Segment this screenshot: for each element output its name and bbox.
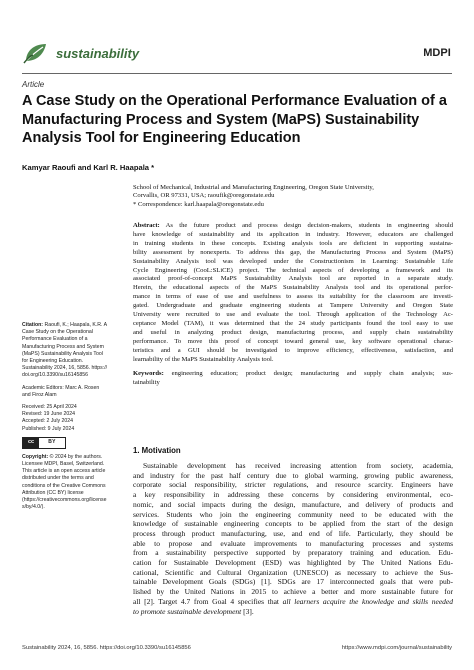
abstract-line: University were recruited to use and evaluate the tool. Through application of the Technology Ac- xyxy=(133,311,453,319)
body-line: process through product manufacturing, use, and end of life. Particularly, they should be xyxy=(133,528,453,538)
body-line: services. Students who join the engineering community need to be educated with the xyxy=(133,509,453,519)
abstract-line: ceptance Model (TAM), it was determined that the 24 study participants found the tool easy to use xyxy=(133,319,453,327)
body-line: lished by the United Nations in 2015 to achieve a better and more sustainable future for xyxy=(133,587,453,597)
abstract-line: in training students in these concepts. Existing analysis tools are deficient in supporting sustaina- xyxy=(133,239,453,247)
citation-line: Manufacturing Process and System xyxy=(22,343,104,350)
copyright-line: This article is an open access article xyxy=(22,468,106,475)
abstract-line: Sustainability Analysis tool was developed under the Constructionism in Learning: Sustainable Life xyxy=(133,257,453,265)
journal-name: sustainability xyxy=(56,45,140,61)
editor-line: and Firoz Alam xyxy=(22,391,57,398)
title-line: Manufacturing Process and System (MaPS) Sustainability xyxy=(22,111,420,128)
keywords-line: Keywords: engineering education; product design; manufacturing and supply chain analysis; sus- xyxy=(133,370,453,377)
abstract-line: have knowledge of sustainability and its application in industry. However, educators are challenged xyxy=(133,230,453,238)
by-icon: BY xyxy=(48,439,56,446)
correspondence-line: * Correspondence: karl.haapala@oregonstate.edu xyxy=(133,200,264,208)
keywords-label: Keywords: xyxy=(133,370,164,377)
footer-citation: Sustainability 2024, 16, 5856. https://doi.org/10.3390/su16145856 xyxy=(22,645,191,651)
affiliation-line: Corvallis, OR 97331, USA; raoufik@oregonstate.edu xyxy=(133,192,275,200)
abstract-line: learnability of the MaPS Sustainability Analysis tool. xyxy=(133,355,274,363)
citation-line: Performance Evaluation of a xyxy=(22,336,88,343)
body-line: cation for Sustainable Development (ESD) was highlighted by The United Nations Edu- xyxy=(133,558,453,568)
body-line: knowledge of sustainable engineering concepts to be applied from the start of the design xyxy=(133,519,453,529)
citation-line: Case Study on the Operational xyxy=(22,329,93,336)
abstract-line: mance in terms of ease of use and usefulness to assess its suitability for the classroom are investi- xyxy=(133,293,453,301)
copyright-line: Attribution (CC BY) license xyxy=(22,489,84,496)
sidebar-metadata xyxy=(22,322,122,511)
date-revised: Revised: 19 June 2024 xyxy=(22,411,76,418)
citation-line: Sustainability 2024, 16, 5856. https:// xyxy=(22,365,108,372)
footer-journal-url[interactable]: https://www.mdpi.com/journal/sustainability xyxy=(341,645,452,651)
cc-icon: cc xyxy=(23,438,39,448)
abstract-line: teristics and a GUI should be investigated to improve efficiency, effectiveness, satisfaction, and xyxy=(133,346,453,354)
copyright-line: distributed under the terms and xyxy=(22,475,94,482)
copyright-line: conditions of the Creative Commons xyxy=(22,482,106,489)
citation-line: (MaPS) Sustainability Analysis Tool xyxy=(22,350,103,357)
journal-leaf-icon xyxy=(22,41,50,65)
section-body xyxy=(133,461,453,616)
date-published: Published: 9 July 2024 xyxy=(22,425,75,432)
journal-header xyxy=(22,40,139,66)
body-line: to promote sustainable development [3]. xyxy=(133,606,254,616)
abstract-line: bility assessment by nonexperts. To address this gap, the Manufacturing Process and System (MaPS) xyxy=(133,248,453,256)
publisher-name: MDPI xyxy=(423,47,451,59)
body-line: from a sustainability perspective supported by preparatory training and education. Edu- xyxy=(133,548,453,558)
license-link[interactable]: s/by/4.0/). xyxy=(22,504,45,511)
body-line: cational, Scientific and Cultural Organization (UNESCO) as necessary to achieve the Sus- xyxy=(133,567,453,577)
abstract-line: Herein, the educational aspects of the MaPS Sustainability Analysis tool and its operational perfor- xyxy=(133,284,453,292)
citation-doi-link[interactable]: doi.org/10.3390/su16145856 xyxy=(22,372,89,379)
date-accepted: Accepted: 2 July 2024 xyxy=(22,418,74,425)
body-line: corporate social responsibility, stricter regulations, and resource scarcity. Engineers have xyxy=(133,480,453,490)
license-link[interactable]: (https://creativecommons.org/license xyxy=(22,497,107,504)
citation-line: Citation: Raoufi, K.; Haapala, K.R. A xyxy=(22,322,108,328)
body-line: tainable Development Goals (SDGs) [1]. SDGs are 17 interconnected goals that were pub- xyxy=(133,577,453,587)
cc-by-license-badge[interactable] xyxy=(22,437,66,449)
section-heading: 1. Motivation xyxy=(133,446,181,455)
body-line: a key responsibility in addressing these concerns by considering environmental, eco- xyxy=(133,490,453,500)
copyright-label: Copyright: xyxy=(22,453,49,460)
abstract-line: Cycle Engineering (CooL:SLiCE) project. The technical aspects of developing a framework and its xyxy=(133,266,453,274)
affiliation-line: School of Mechanical, Industrial and Manufacturing Engineering, Oregon State University, xyxy=(133,184,374,191)
title-line: A Case Study on the Operational Performance Evaluation of a xyxy=(22,93,447,109)
citation-line: for Engineering Education. xyxy=(22,358,84,365)
copyright-line: Copyright: © 2024 by the authors. xyxy=(22,453,103,460)
article-type: Article xyxy=(22,80,45,89)
body-emphasis: all learners acquire the knowledge and skills needed xyxy=(282,596,453,606)
body-line: and industry for the past half century due to global warming, growing public awareness, xyxy=(133,470,453,480)
affiliation xyxy=(133,184,453,209)
editor-line: Academic Editors: Marc A. Rosen xyxy=(22,384,100,391)
abstract xyxy=(133,222,453,365)
author-list: Kamyar Raoufi and Karl R. Haapala * xyxy=(22,163,155,172)
keywords xyxy=(133,370,453,388)
abstract-line: gated. Undergraduate and graduate engineering students at Tampere University and Oregon State xyxy=(133,302,453,310)
abstract-line: Abstract: As the future product and process design decision-makers, students in engineering should xyxy=(133,222,453,229)
body-line: all [2]. Target 4.7 from Goal 4 specifies that all learners acquire the knowledge and skills needed xyxy=(133,596,453,606)
keywords-line: tainability xyxy=(133,378,160,386)
citation-label: Citation: xyxy=(22,322,44,328)
body-line: nomic, and social impacts during the design, manufacture, and delivery of products and xyxy=(133,499,453,509)
abstract-line: associated proof-of-concept MaPS Sustainability Analysis tool are reported in a separate study. xyxy=(133,275,453,283)
header-divider xyxy=(22,73,452,74)
abstract-label: Abstract: xyxy=(133,222,160,229)
abstract-line: performance. To move this proof of concept toward general use, key software operational charac- xyxy=(133,337,453,345)
body-emphasis: to promote sustainable development xyxy=(133,606,242,616)
copyright-line: Licensee MDPI, Basel, Switzerland. xyxy=(22,461,105,468)
title-line: Analysis Tool for Engineering Education xyxy=(22,130,301,146)
article-title xyxy=(22,92,462,148)
page-footer xyxy=(22,645,452,651)
abstract-line: and useful in analyzing product design, manufacturing process, and supply chain sustainability xyxy=(133,328,453,336)
body-line: Sustainable development has received increasing attention from society, academia, xyxy=(143,461,453,470)
date-received: Received: 25 April 2024 xyxy=(22,404,77,411)
body-line: able to propose and evaluate improvements to manufacturing processes and systems xyxy=(133,538,453,548)
mdpi-logo xyxy=(420,44,454,60)
